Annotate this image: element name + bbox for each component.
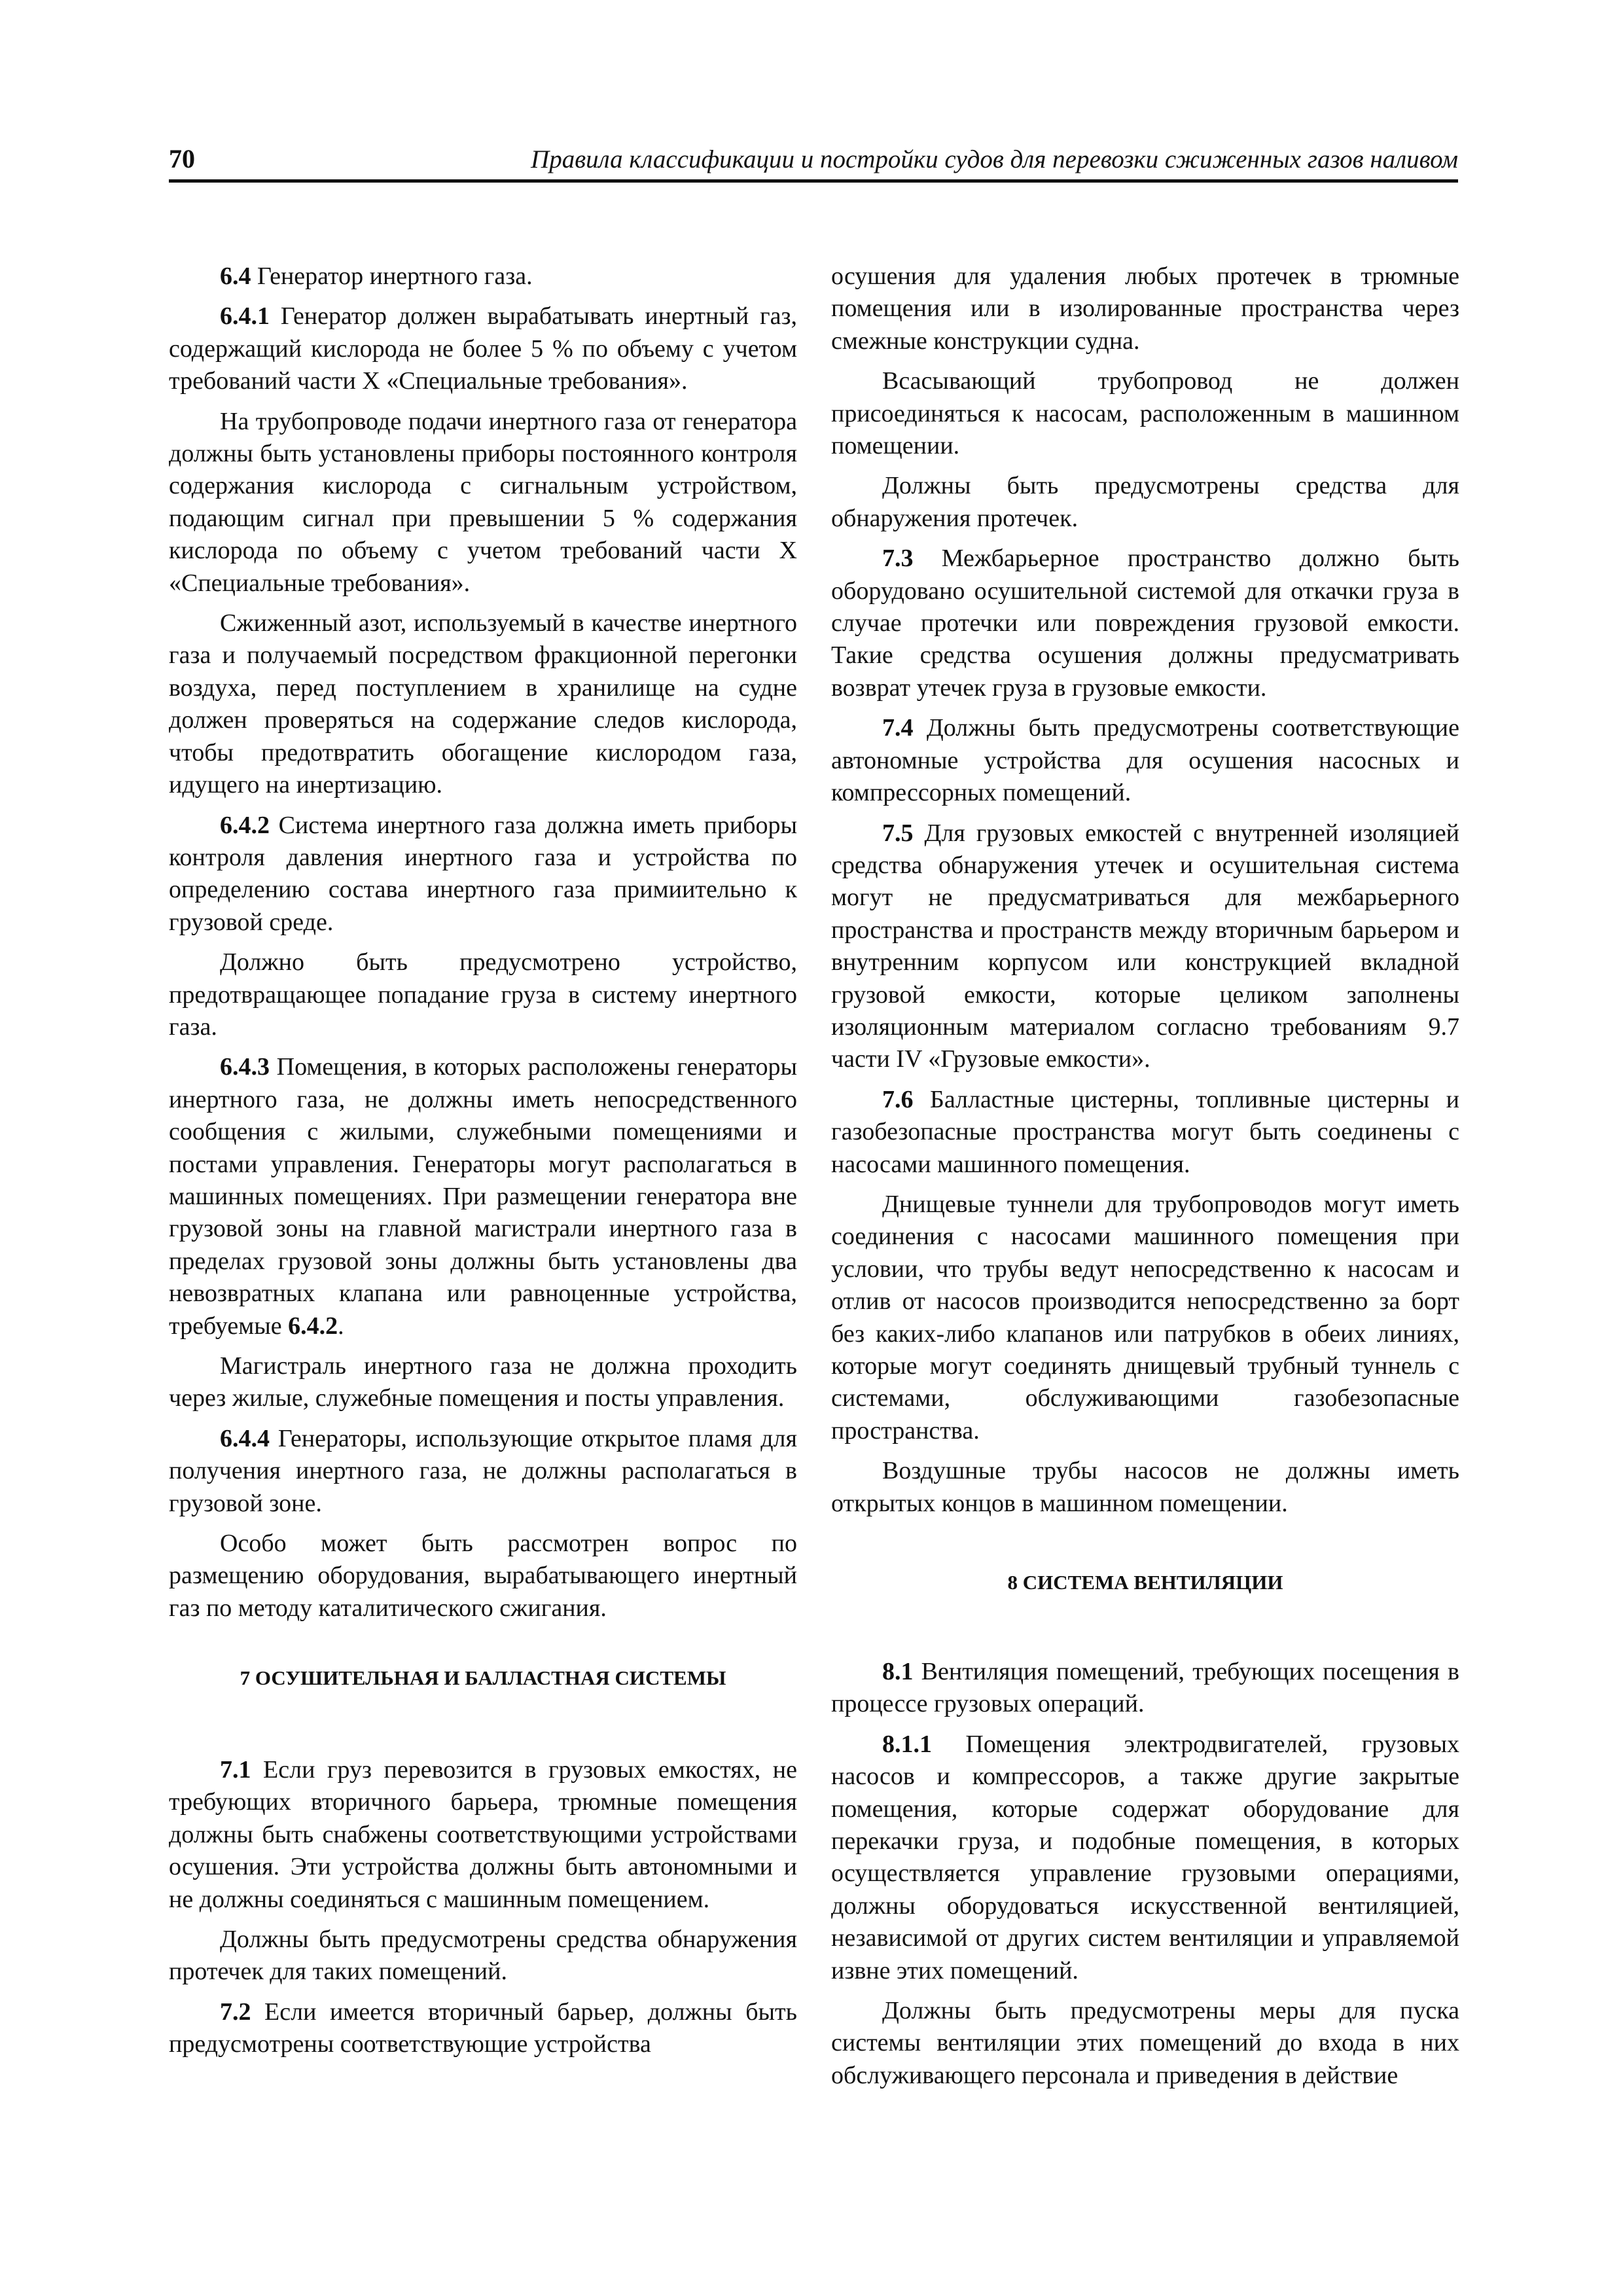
paragraph-text: Если имеется вторичный барьер, должны быть предусмотрены соответствующие устройства — [169, 1998, 797, 2058]
paragraph-text: Вентиляция помещений, требующих посещения в процессе грузовых операций. — [831, 1658, 1459, 1718]
running-title: Правила классификации и постройки судов для перевозки сжиженных газов наливом — [531, 145, 1458, 173]
paragraph-text: Днищевые туннели для трубопроводов могут иметь соединения с насосами машинного помещения при условии, что трубы ведут непосредственно к насосам и отлив от насосов производится непосредственно за борт без каких-либо клапанов или патрубков в обеих линиях, которые могут соединять днищевый трубный туннель с системами, обслуживающими газобезопасные пространства. — [831, 1190, 1459, 1444]
right-column — [831, 260, 1459, 1528]
paragraph-text: Должны быть предусмотрены средства обнаружения протечек для таких помещений. — [169, 1926, 797, 1986]
paragraph-text-continued: осушения для удаления любых протечек в трюмные помещения или в изолированные пространства через смежные конструкции судна. — [831, 262, 1459, 355]
paragraph-6-4-2 — [169, 810, 797, 939]
paragraph-text: Генераторы, использующие открытое пламя для получения инертного газа, не должны располагаться в грузовой зоне. — [169, 1424, 797, 1517]
clause-number: 8.1.1 — [882, 1730, 932, 1758]
clause-number: 6.4.1 — [220, 302, 270, 331]
clause-number: 6.4.4 — [220, 1424, 270, 1452]
paragraph-text: Система инертного газа должна иметь приборы контроля давления инертного газа и устройства по определению состава инертного газа примиительно к грузовой среде. — [169, 811, 797, 936]
paragraph-text: Всасывающий трубопровод не должен присоединяться к насосам, расположенным в машинном помещении. — [831, 367, 1459, 460]
clause-number: 6.4.3 — [220, 1053, 270, 1081]
clause-number: 7.2 — [220, 1998, 251, 2026]
paragraph-text: Для грузовых емкостей с внутренней изоляцией средства обнаружения утечек и осушительная система могут не предусматриваться для межбарьерного пространства и пространств между вторичным барьером и внутренним корпусом или конструкцией вкладной грузовой емкости, которые целиком заполнены изоляционным материалом согласно требованиям 9.7 части IV «Грузовые емкости». — [831, 819, 1459, 1073]
paragraph-7-3 — [831, 543, 1459, 704]
paragraph-text: Помещения, в которых расположены генераторы инертного газа, не должны иметь непосредственного сообщения с жилыми, служебными помещениями и постами управления. Генераторы могут располагаться в машинных помещениях. При размещении генератора вне грузовой зоны на главной магистрали инертного газа в пределах грузовой зоны должны быть установлены два невозвратных клапана или равноценные устройства, требуемые — [169, 1053, 797, 1340]
paragraph-text: Если груз перевозится в грузовых емкостях, не требующих вторичного барьера, трюмные помещения должны быть снабжены соответствующими устройствами осушения. Эти устройства должны быть автономными и не должны соединяться с машинным помещением. — [169, 1756, 797, 1913]
page-number: 70 — [169, 144, 195, 173]
paragraph-text: Сжиженный азот, используемый в качестве инертного газа и получаемый посредством фракционной перегонки воздуха, перед поступлением в хранилище на судне должен проверяться на содержание следов кислорода, чтобы предотвратить обогащение кислородом газа, идущего на инертизацию. — [169, 609, 797, 799]
page-header — [169, 143, 1458, 183]
paragraph-6-4-4 — [169, 1423, 797, 1520]
paragraph-8-1 — [831, 1656, 1459, 1721]
clause-number: 7.1 — [220, 1756, 251, 1784]
clause-number: 6.4 — [220, 262, 251, 290]
paragraph-7-6 — [831, 1084, 1459, 1181]
clause-number: 8.1 — [882, 1658, 914, 1685]
paragraph-text: Должно быть предусмотрено устройство, предотвращающее попадание груза в систему инертного газа. — [169, 948, 797, 1041]
paragraph-text: Должны быть предусмотрены меры для пуска системы вентиляции этих помещений до входа в них обслуживающего персонала и приведения в действие — [831, 1997, 1459, 2089]
right-column-section-8 — [831, 1656, 1459, 2100]
clause-number: 6.4.2 — [220, 811, 270, 839]
paragraph-text: Должны быть предусмотрены средства для обнаружения протечек. — [831, 472, 1459, 532]
paragraph-text: Генератор должен вырабатывать инертный газ, содержащий кислорода не более 5 % по объему с учетом требований части X «Специальные требования». — [169, 302, 797, 395]
paragraph-text: Должны быть предусмотрены соответствующие автономные устройства для осушения насосных и компрессорных помещений. — [831, 714, 1459, 807]
clause-number: 7.4 — [882, 714, 914, 742]
paragraph-7-5 — [831, 817, 1459, 1076]
clause-title: Генератор инертного газа. — [251, 262, 533, 290]
paragraph-text: Особо может быть рассмотрен вопрос по размещению оборудования, вырабатывающего инертный газ по методу каталитического сжигания. — [169, 1530, 797, 1622]
section-7-heading: 7 ОСУШИТЕЛЬНАЯ И БАЛЛАСТНАЯ СИСТЕМЫ — [240, 1666, 726, 1689]
paragraph-text: Межбарьерное пространство должно быть оборудовано осушительной системой для откачки груза в случае протечки или повреждения грузовой емкости. Такие средства осушения должны предусматривать возврат утечек груза в грузовые емкости. — [831, 545, 1459, 702]
clause-reference: 6.4.2 — [288, 1312, 338, 1340]
paragraph-text: Магистраль инертного газа не должна проходить через жилые, служебные помещения и посты управления. — [169, 1352, 797, 1412]
left-column — [169, 260, 797, 1632]
paragraph-8-1-1 — [831, 1729, 1459, 1987]
paragraph-text: Балластные цистерны, топливные цистерны и газобезопасные пространства могут быть соединены с насосами машинного помещения. — [831, 1085, 1459, 1178]
clause-number: 7.3 — [882, 545, 914, 573]
paragraph-text: Воздушные трубы насосов не должны иметь открытых концов в машинном помещении. — [831, 1457, 1459, 1517]
section-8-heading: 8 СИСТЕМА ВЕНТИЛЯЦИИ — [1007, 1571, 1283, 1594]
paragraph-text: Помещения электродвигателей, грузовых насосов и компрессоров, а также другие закрытые помещения, которые содержат оборудование для перекачки груза, и подобные помещения, в которых осуществляется управление грузовыми операциями, должны оборудоваться искусственной вентиляцией, независимой от других систем вентиляции и управляемой извне этих помещений. — [831, 1730, 1459, 1984]
clause-number: 7.6 — [882, 1085, 914, 1113]
paragraph-7-1 — [169, 1754, 797, 1916]
paragraph-7-4 — [831, 712, 1459, 809]
paragraph-7-2 — [169, 1996, 797, 2061]
paragraph-6-4-3 — [169, 1051, 797, 1342]
left-column-section-7 — [169, 1754, 797, 2069]
paragraph-text: На трубопроводе подачи инертного газа от генератора должны быть установлены приборы постоянного контроля содержания кислорода с сигнальным устройством, подающим сигнал при превышении 5 % содержания кислорода по объему с учетом требований части X «Специальные требования». — [169, 407, 797, 597]
clause-number: 7.5 — [882, 819, 914, 847]
paragraph-text-end: . — [338, 1312, 344, 1340]
paragraph-6-4-1 — [169, 300, 797, 397]
paragraph-6-4 — [169, 260, 797, 293]
